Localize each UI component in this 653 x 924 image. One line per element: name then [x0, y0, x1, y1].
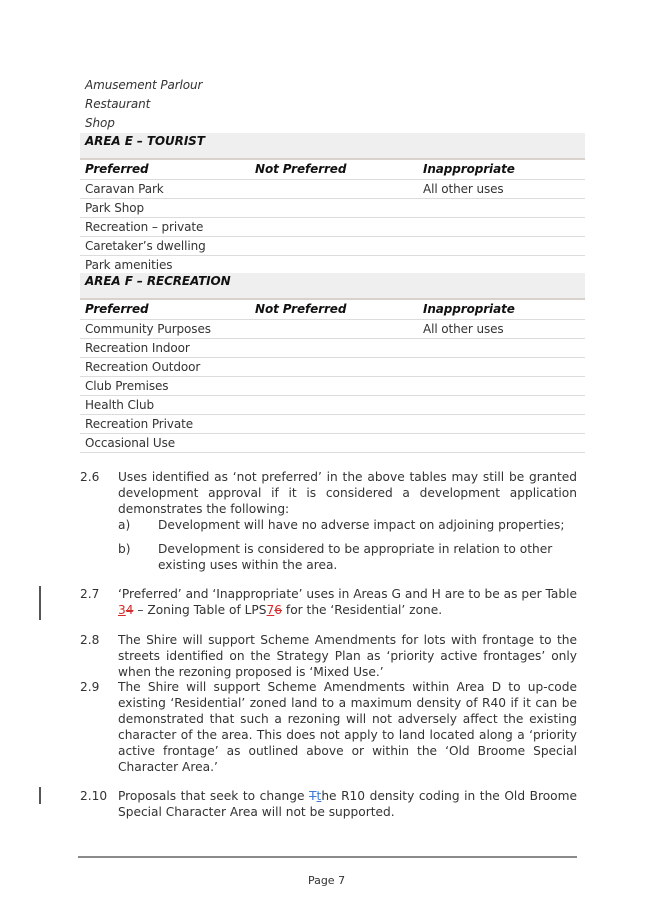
column-header-row — [80, 299, 585, 320]
tracked-insertion: 7 — [266, 603, 275, 617]
subitem-text: Development is considered to be appropriate in relation to other existing uses within the area. — [158, 542, 553, 572]
cell: All other uses — [418, 180, 585, 199]
list-item: Shop — [85, 116, 115, 130]
subitem-text: Development will have no adverse impact on adjoining properties; — [158, 518, 565, 532]
area-d-inappropriate-continued-list — [85, 76, 202, 133]
cell: Park amenities — [80, 256, 250, 275]
cell — [250, 320, 418, 339]
clause-text: Uses identified as ‘not preferred’ in the above tables may still be granted development approval if it is considered a development application demonstrates the following: — [118, 470, 577, 516]
clause-text — [118, 788, 577, 820]
cell: Caretaker’s dwelling — [80, 237, 250, 256]
header-inappropriate: Inappropriate — [418, 299, 585, 320]
cell — [250, 415, 418, 434]
clause-text: The Shire will support Scheme Amendments within Area D to up-code existing ‘Residential’ zoned land to a maximum density of R40 if it can be demonstrated that such a rezoning will not adversely affect the existing character of the area. This does not apply to land located along a ‘priority active frontage’ as outlined above or within the ‘Old Broome Special Character Area.’ — [118, 680, 577, 774]
table-row — [80, 377, 585, 396]
cell — [250, 377, 418, 396]
change-bar — [39, 787, 41, 804]
cell: Health Club — [80, 396, 250, 415]
clause-number: 2.8 — [80, 633, 100, 647]
cell — [418, 199, 585, 218]
clause-subitem-b — [118, 541, 577, 573]
clause-2-8 — [80, 632, 577, 680]
cell — [250, 199, 418, 218]
clause-text: The Shire will support Scheme Amendments for lots with frontage to the streets identified on the Strategy Plan as ‘priority active frontages’ only when the rezoning proposed is ‘Mixed Use.’ — [118, 633, 577, 679]
table-row — [80, 320, 585, 339]
cell: Recreation Private — [80, 415, 250, 434]
table-row — [80, 415, 585, 434]
clause-2-6 — [80, 469, 577, 573]
area-title: AREA E – TOURIST — [80, 133, 250, 159]
table-row — [80, 396, 585, 415]
clause-text — [118, 586, 577, 618]
cell — [418, 256, 585, 275]
clause-number: 2.9 — [80, 680, 100, 694]
clause-2-9 — [80, 679, 577, 775]
area-heading-row — [80, 133, 585, 159]
cell — [250, 180, 418, 199]
table-row — [80, 434, 585, 453]
clause-number: 2.6 — [80, 470, 100, 484]
table-row — [80, 199, 585, 218]
cell: Occasional Use — [80, 434, 250, 453]
change-bar — [39, 586, 41, 620]
cell — [250, 358, 418, 377]
clause-2-7 — [80, 586, 577, 618]
text-run: he R10 density coding in the Old Broome Special Character Area will not be supported. — [118, 789, 577, 819]
text-run: Proposals that seek to change — [118, 789, 310, 803]
cell: Park Shop — [80, 199, 250, 218]
clause-number: 2.7 — [80, 587, 100, 601]
tracked-insertion: 3 — [118, 603, 126, 617]
cell: All other uses — [418, 320, 585, 339]
clause-2-10 — [80, 788, 577, 820]
table-row — [80, 256, 585, 275]
cell: Recreation Outdoor — [80, 358, 250, 377]
cell: Recreation – private — [80, 218, 250, 237]
cell — [418, 218, 585, 237]
page-number: Page 7 — [307, 874, 346, 887]
cell — [418, 377, 585, 396]
cell: Recreation Indoor — [80, 339, 250, 358]
cell — [250, 339, 418, 358]
header-preferred: Preferred — [80, 299, 250, 320]
cell: Caravan Park — [80, 180, 250, 199]
cell — [250, 256, 418, 275]
tracked-deletion: 4 — [125, 603, 134, 617]
cell: Community Purposes — [80, 320, 250, 339]
footer-divider — [78, 856, 577, 858]
list-item: Restaurant — [85, 97, 151, 111]
cell — [250, 218, 418, 237]
cell — [418, 434, 585, 453]
table-row — [80, 358, 585, 377]
header-preferred: Preferred — [80, 159, 250, 180]
tracked-deletion: T — [309, 789, 317, 803]
subitem-label: a) — [118, 518, 131, 532]
header-inappropriate: Inappropriate — [418, 159, 585, 180]
area-heading-row — [80, 273, 585, 299]
cell — [250, 237, 418, 256]
cell — [418, 237, 585, 256]
column-header-row — [80, 159, 585, 180]
cell — [418, 339, 585, 358]
table-row — [80, 339, 585, 358]
area-f-recreation-table — [80, 273, 585, 453]
table-row — [80, 180, 585, 199]
table-row — [80, 218, 585, 237]
tracked-deletion: 6 — [274, 603, 283, 617]
list-item: Amusement Parlour — [85, 78, 203, 92]
tracked-insertion: t — [316, 789, 322, 803]
cell — [250, 396, 418, 415]
cell — [418, 396, 585, 415]
clause-number: 2.10 — [80, 789, 108, 803]
text-run: – Zoning Table of LPS — [133, 603, 267, 617]
text-run: ‘Preferred’ and ‘Inappropriate’ uses in Areas G and H are to be as per Table — [118, 587, 577, 601]
cell — [418, 415, 585, 434]
area-title: AREA F – RECREATION — [80, 273, 250, 299]
cell — [418, 358, 585, 377]
cell — [250, 434, 418, 453]
clause-subitem-a — [118, 517, 577, 533]
area-e-tourist-table — [80, 133, 585, 275]
subitem-label: b) — [118, 542, 131, 556]
text-run: for the ‘Residential’ zone. — [282, 603, 443, 617]
table-row — [80, 237, 585, 256]
header-not-preferred: Not Preferred — [250, 299, 418, 320]
header-not-preferred: Not Preferred — [250, 159, 418, 180]
cell: Club Premises — [80, 377, 250, 396]
